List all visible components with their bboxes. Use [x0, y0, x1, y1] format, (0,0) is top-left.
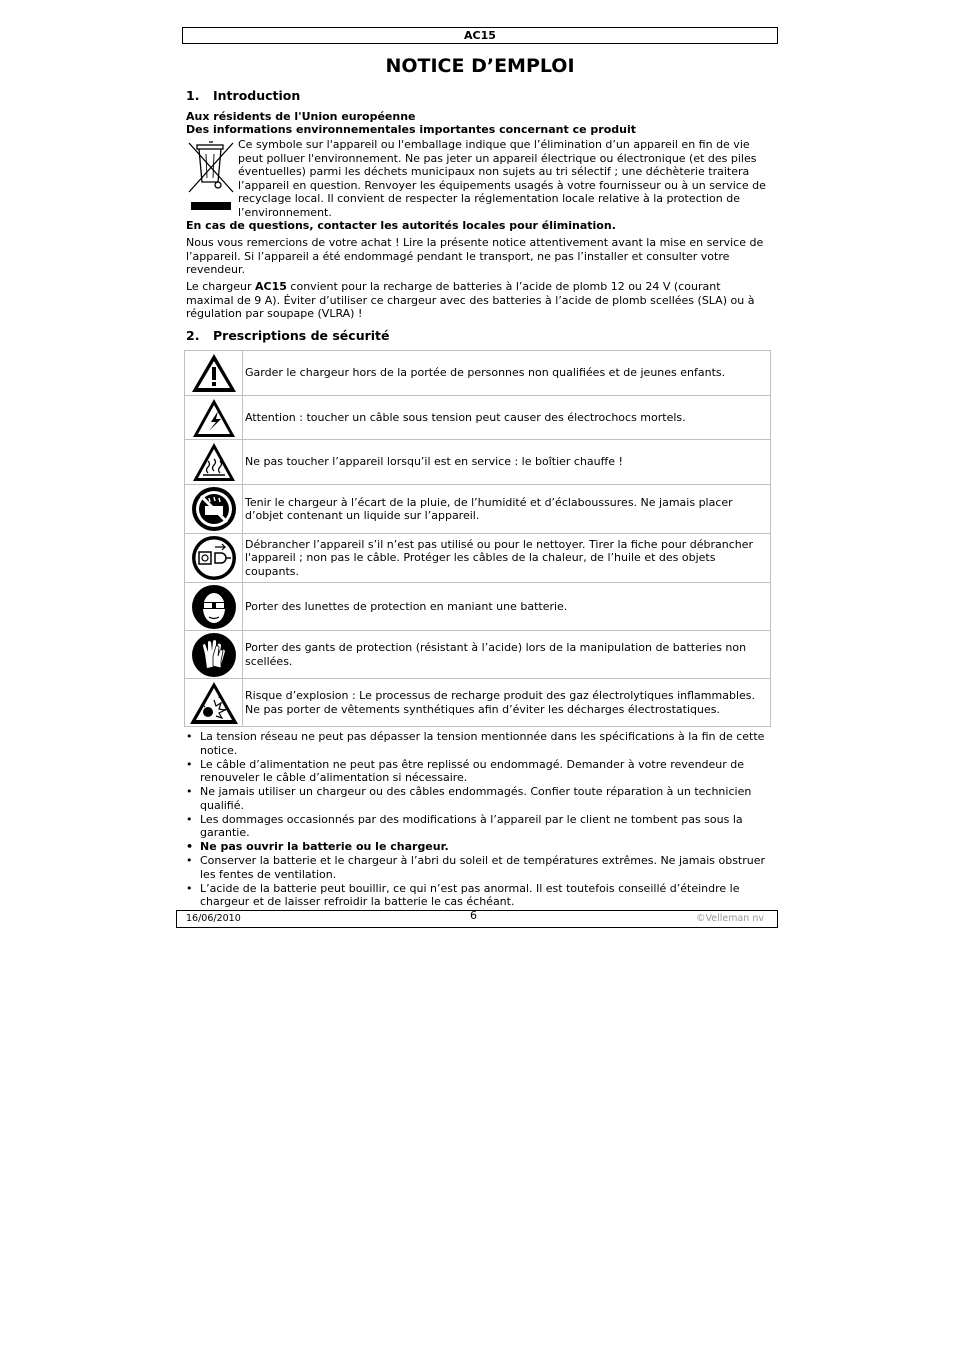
- safety-row-text: Attention : toucher un câble sous tension peut causer des électrochocs mortels.: [243, 396, 771, 440]
- section2-title: Prescriptions de sécurité: [213, 328, 390, 343]
- charger-paragraph: [186, 280, 766, 321]
- list-item: • La tension réseau ne peut pas dépasser la tension mentionnée dans les spécifications à la fin de cette notice.: [186, 730, 766, 757]
- safety-row: [185, 583, 771, 631]
- safety-row-text: Porter des gants de protection (résistant à l’acide) lors de la manipulation de batteries non scellées.: [243, 631, 771, 679]
- safety-row: [185, 396, 771, 440]
- electric-shock-icon: [185, 396, 243, 440]
- no-water-icon: [185, 485, 243, 534]
- charger-paragraph-post: convient pour la recharge de batteries à l’acide de plomb 12 ou 24 V (courant maximal de 9 A). Éviter d’utiliser ce chargeur avec des batteries à l’acide de plomb scellées (SLA) ou à régulation par soupape (VLRA) !: [186, 280, 755, 320]
- safety-row-text: Risque d’explosion : Le processus de recharge produit des gaz électrolytiques inflammables. Ne pas porter de vêtements synthétiques afin d’éviter les décharges électrostatiques.: [243, 679, 771, 727]
- section1-title: Introduction: [213, 88, 301, 103]
- safety-gloves-icon: [185, 631, 243, 679]
- section2-heading: [186, 328, 390, 343]
- contact-authorities-line: En cas de questions, contacter les autorités locales pour élimination.: [186, 219, 616, 232]
- list-item: • Les dommages occasionnés par des modifications à l’appareil par le client ne tombent pas sous la garantie.: [186, 813, 766, 840]
- weee-bin-icon: [187, 140, 237, 196]
- charger-paragraph-pre: Le chargeur: [186, 280, 256, 293]
- safety-row: [185, 440, 771, 485]
- safety-row-text: Porter des lunettes de protection en maniant une batterie.: [243, 583, 771, 631]
- eu-info-line: Des informations environnementales importantes concernant ce produit: [186, 123, 636, 136]
- safety-row: [185, 534, 771, 583]
- section2-number: 2.: [186, 328, 200, 343]
- safety-row-text: Tenir le chargeur à l’écart de la pluie, de l’humidité et d’éclaboussures. Ne jamais placer d’objet contenant un liquide sur l’appareil.: [243, 485, 771, 534]
- safety-row: [185, 485, 771, 534]
- weee-bar: [191, 202, 231, 210]
- list-item: • L’acide de la batterie peut bouillir, ce qui n’est pas anormal. Il est toutefois conseillé d’éteindre le chargeur et de laisser refroidir la batterie le cas échéant.: [186, 882, 766, 909]
- footer-date: 16/06/2010: [186, 913, 241, 924]
- warning-triangle-icon: [185, 351, 243, 396]
- section1-heading: [186, 88, 300, 103]
- safety-row-text: Garder le chargeur hors de la portée de personnes non qualifiées et de jeunes enfants.: [243, 351, 771, 396]
- header-model-box: [182, 27, 778, 44]
- footer-box: [176, 910, 778, 928]
- section1-number: 1.: [186, 88, 200, 103]
- thanks-paragraph: Nous vous remercions de votre achat ! Lire la présente notice attentivement avant la mise en service de l’appareil. Si l’appareil a été endommagé pendant le transport, ne pas l’installer et consulter votre revendeur.: [186, 236, 764, 276]
- safety-bullet-list: [186, 730, 766, 909]
- footer-copyright: ©Velleman nv: [696, 913, 764, 924]
- list-item: • Ne jamais utiliser un chargeur ou des câbles endommagés. Confier toute réparation à un technicien qualifié.: [186, 785, 766, 812]
- list-item: • Ne pas ouvrir la batterie ou le chargeur.: [186, 840, 766, 854]
- safety-goggles-icon: [185, 583, 243, 631]
- header-model: AC15: [464, 29, 496, 42]
- safety-row-text: Débrancher l’appareil s’il n’est pas utilisé ou pour le nettoyer. Tirer la fiche pour débrancher l'appareil ; non pas le câble. Protéger les câbles de la chaleur, de l’huile et des objets coupants.: [243, 534, 771, 583]
- safety-table: [184, 350, 771, 727]
- hot-surface-icon: [185, 440, 243, 485]
- unplug-icon: [185, 534, 243, 583]
- page-number: 6: [470, 909, 477, 922]
- explosion-hazard-icon: [185, 679, 243, 727]
- list-item: • Le câble d’alimentation ne peut pas être replissé ou endommagé. Demander à votre revendeur de renouveler le câble d’alimentation si nécessaire.: [186, 758, 766, 785]
- list-item: • Conserver la batterie et le chargeur à l’abri du soleil et de températures extrêmes. Ne jamais obstruer les fentes de ventilation.: [186, 854, 766, 881]
- eu-residents-line: Aux résidents de l'Union européenne: [186, 110, 416, 123]
- safety-row: [185, 631, 771, 679]
- weee-text: Ce symbole sur l'appareil ou l'emballage indique que l’élimination d’un appareil en fin de vie peut polluer l'environnement. Ne pas jeter un appareil électrique ou électronique (et des piles éventuelles) parmi les déchets municipaux non sujets au tri sélectif ; une déchèterie traitera l’appareil en question. Renvoyer les équipements usagés à votre fournisseur ou à un service de recyclage local. Il convient de respecter la réglementation locale relative à la protection de l’environnement.: [238, 138, 766, 219]
- page-title: NOTICE D’EMPLOI: [385, 55, 575, 77]
- charger-model: AC15: [255, 280, 287, 293]
- safety-row: [185, 679, 771, 727]
- safety-row-text: Ne pas toucher l’appareil lorsqu’il est en service : le boîtier chauffe !: [243, 440, 771, 485]
- safety-row: [185, 351, 771, 396]
